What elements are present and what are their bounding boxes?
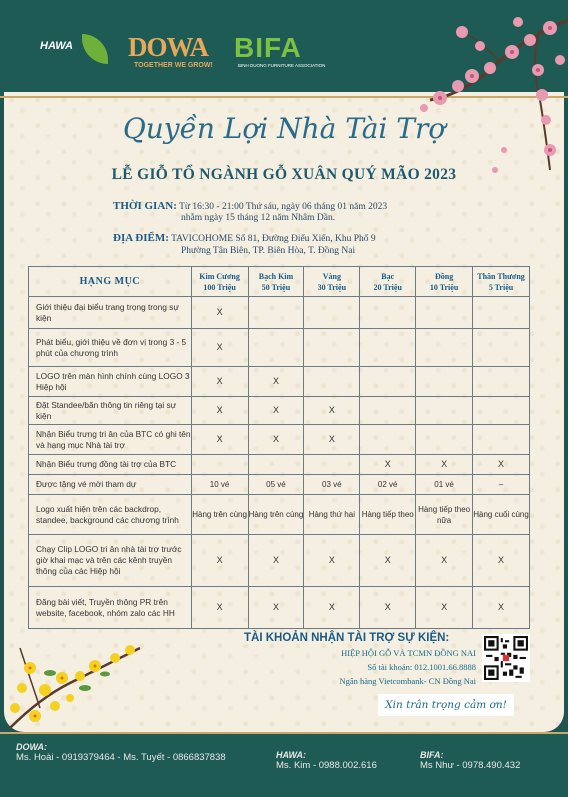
thank-you-note: Xin trân trọng cảm ơn!: [378, 694, 514, 716]
footer-bifa-contact: Ms Như - 0978.490.432: [420, 760, 521, 771]
table-row: Chạy Clip LOGO tri ân nhà tài trợ trước giờ khai mạc và trên các kênh truyền thông của các Hiệp hội X X X X X X: [29, 535, 530, 587]
time-line-2: nhằm ngày 15 tháng 12 năm Nhâm Dần.: [181, 213, 336, 223]
header-item: HẠNG MỤC: [29, 267, 192, 297]
time-label: THỜI GIAN:: [113, 200, 177, 212]
account-bank: Ngân hàng Vietcombank- CN Đồng Nai: [339, 676, 476, 686]
table-row: Phát biểu, giới thiệu về đơn vị trong 3 - 5 phút của chương trình X: [29, 329, 530, 367]
footer-hawa-contact: Ms. Kim - 0988.002.616: [276, 760, 377, 771]
header-tier-friendly: Thân Thương 5 Triệu: [473, 267, 530, 297]
footer-dowa-label: DOWA:: [16, 742, 47, 752]
footer-hawa: [276, 750, 377, 771]
footer-bifa: [420, 750, 520, 771]
footer-dowa-contact: Ms. Hoài - 0919379464 - Ms. Tuyết - 0866837838: [16, 752, 226, 763]
table-row: Nhận Biểu trưng tri ân của BTC có ghi tên và hạng mục Nhà tài trợ X X X: [29, 425, 530, 455]
hawa-logo: HAWA: [34, 30, 104, 64]
account-number: Số tài khoản: 012.1001.66.8888: [367, 662, 476, 672]
account-title: TÀI KHOẢN NHẬN TÀI TRỢ SỰ KIỆN:: [244, 632, 450, 644]
header-tier-silver: Bạc 20 Triệu: [360, 267, 416, 297]
place-line-1: TAVICOHOME Số 81, Đường Điểu Xiển, Khu Phố 9: [171, 234, 376, 244]
sponsor-benefits-table: [28, 266, 530, 629]
table-row: Được tặng vé mời tham dự 10 vé 05 vé 03 vé 02 vé 01 vé –: [29, 475, 530, 495]
header-tier-gold: Vàng 30 Triệu: [304, 267, 360, 297]
qr-code-icon: [482, 634, 530, 682]
table-row: Đặt Standee/băn thông tin riêng tại sự kiện X X X: [29, 397, 530, 425]
account-name: HIỆP HỘI GỖ VÀ TCMN ĐỒNG NAI: [341, 648, 476, 658]
place-info: [113, 232, 376, 244]
footer-bifa-label: BIFA:: [420, 750, 444, 760]
table-row: Logo xuất hiện trên các backdrop, standee, background các chương trình Hàng trên cùng Hàng trên cùng Hàng thứ hai Hàng tiếp theo Hàng tiếp theo nữa Hàng cuối cùng: [29, 495, 530, 535]
table-header-row: [29, 267, 530, 297]
table-row: Giới thiệu đại biểu trang trọng trong sự kiện X: [29, 297, 530, 329]
cherry-blossom-illustration: [400, 0, 568, 190]
table-row: LOGO trên màn hình chính cùng LOGO 3 Hiệp hội X X: [29, 367, 530, 397]
table-row: Đăng bài viết, Truyền thông PR trên website, facebook, nhóm zalo các HH X X X X X X: [29, 587, 530, 629]
header-tier-bronze: Đồng 10 Triệu: [416, 267, 473, 297]
table-row: Nhận Biểu trưng đồng tài trợ của BTC X X X: [29, 455, 530, 475]
place-label: ĐỊA ĐIỂM:: [113, 232, 169, 244]
footer-dowa: [16, 742, 226, 763]
time-line-1: Từ 16:30 - 21:00 Thứ sáu, ngày 06 tháng 01 năm 2023: [179, 202, 388, 212]
dowa-logo: DOWA TOGETHER WE GROW!: [128, 32, 213, 69]
header-tier-diamond: Kim Cương 100 Triệu: [191, 267, 248, 297]
apricot-blossom-illustration: [0, 628, 150, 732]
footer-hawa-label: HAWA:: [276, 750, 306, 760]
place-line-2: Phường Tân Biên, TP. Biên Hòa, T. Đồng Nai: [181, 246, 356, 256]
time-info: [113, 200, 387, 212]
event-title: LỄ GIỖ TỔ NGÀNH GỖ XUÂN QUÝ MÃO 2023: [111, 166, 457, 183]
header-tier-platinum: Bạch Kim 50 Triệu: [248, 267, 304, 297]
sponsor-benefits-title: Quyền Lợi Nhà Tài Trợ: [122, 112, 446, 145]
bifa-logo: BIFA BINH DUONG FURNITURE ASSOCIATION: [234, 32, 326, 68]
